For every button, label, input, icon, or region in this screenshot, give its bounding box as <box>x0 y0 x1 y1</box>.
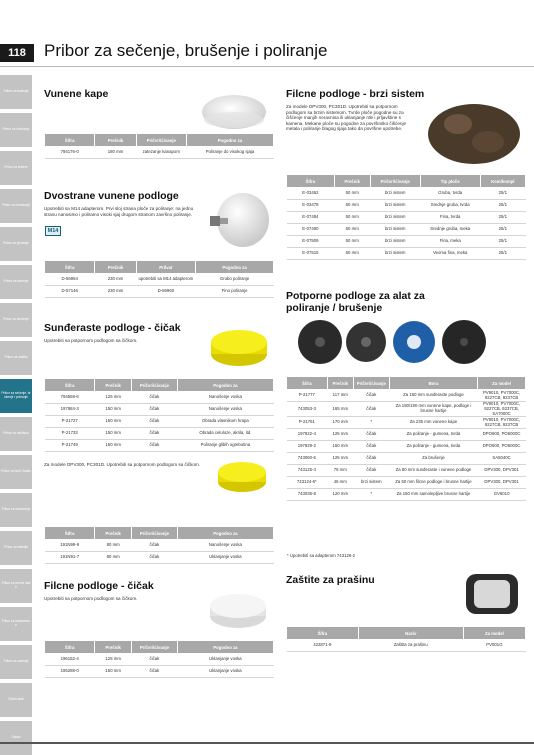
table-cell: Gruba, tvrda <box>420 188 480 200</box>
table-cell: 25/1 <box>480 224 525 236</box>
table-row <box>287 236 526 248</box>
table-cell: 125 mm <box>327 429 353 441</box>
sidebar-tab-label: Pribor za zavrtnje <box>3 659 29 664</box>
table-cell: 794558-6 <box>45 392 95 404</box>
table-header-cell: Pričvršćivanje <box>353 377 389 390</box>
table-header-cell: Prečnik <box>327 377 353 390</box>
table-cell: 191N91-7 <box>45 552 95 564</box>
sidebar-tab-label: Pribor za sečenje, brušenje i poliranje <box>1 391 31 399</box>
brown-felt-pads-image <box>424 102 524 166</box>
filcne-cicak-table <box>44 640 274 678</box>
sidebar-tab-label: Pribor za bušenje <box>3 89 29 94</box>
table-cell: 197922-4 <box>287 429 328 441</box>
table-row <box>287 489 526 501</box>
table-cell: 125 mm <box>95 392 132 404</box>
section-dvostrane <box>44 190 194 217</box>
table-cell: 180 mm <box>95 147 136 159</box>
table-cell: čičak <box>353 441 389 453</box>
table-cell: DPV300, DPV301 <box>478 477 526 489</box>
sidebar-tab[interactable] <box>0 189 32 223</box>
section-title: Dvostrane vunene podloge <box>44 190 179 202</box>
sidebar-tab-label: Pribor za zaštitu <box>4 355 28 360</box>
sidebar-tab-label: Pribor za multitool <box>3 431 29 436</box>
table-row <box>287 212 526 224</box>
table-header-cell: Šifra <box>45 527 95 540</box>
table-cell: * <box>353 489 389 501</box>
section-potporne <box>286 290 526 314</box>
double-wool-pad-image <box>206 190 270 250</box>
table-cell: 50 mm <box>334 200 370 212</box>
table-cell: čičak <box>353 429 389 441</box>
table-cell: Fina, meka <box>420 236 480 248</box>
table-cell: 25/1 <box>480 236 525 248</box>
page-title: Pribor za sečenje, brušenje i poliranje <box>44 41 328 60</box>
table-cell: upotrebiti sa M14 adapterom <box>136 274 196 286</box>
table-cell: DPO600, PO6000C <box>478 429 526 441</box>
m14-badge: M14 <box>45 226 61 236</box>
sidebar-tab[interactable] <box>0 683 32 717</box>
table-cell: P-21761 <box>287 417 328 429</box>
table-header-cell: Za model <box>463 627 525 640</box>
table-cell: PV9010, PV7000C, 9227CB, 9237CB <box>478 390 526 402</box>
table-cell: 230 mm <box>95 274 136 286</box>
table-cell: PV9010, PV7000C, 9227CB, 9237CB <box>478 417 526 429</box>
table-row <box>287 429 526 441</box>
table-cell: 25/1 <box>480 188 525 200</box>
table-row <box>45 416 274 428</box>
table-cell: čičak <box>132 552 178 564</box>
table-header-cell: Pogodno za <box>186 134 273 147</box>
sidebar-tab-label: Pribor za glodanje <box>3 241 29 246</box>
table-cell: 197884-3 <box>45 404 95 416</box>
table-header-cell: Prečnik <box>334 175 370 188</box>
section-title-2: poliranje / brušenje <box>286 302 383 314</box>
table-cell: SA5040C <box>478 453 526 465</box>
table-row <box>287 477 526 489</box>
section-description: Upotrebiti sa potpornom podlogom sa čičkom. <box>44 338 138 343</box>
table-cell: 25/1 <box>480 248 525 260</box>
table-cell: 422871-9 <box>287 640 359 652</box>
sidebar-tab-label: Pribor za testere <box>4 165 28 170</box>
table-cell: brzi sistem <box>370 200 420 212</box>
table-header-cell: Šifra <box>287 627 359 640</box>
dust-guard-image <box>460 570 524 618</box>
section-filcne-cicak <box>44 580 204 602</box>
table-cell: Za 180/190 mm vunene kape, podloge i brusne hartije <box>389 402 477 417</box>
table-row <box>45 286 274 298</box>
table-header-cell: Šifra <box>45 134 95 147</box>
table-header-cell: Za model <box>478 377 526 390</box>
table-row <box>287 417 526 429</box>
table-cell: E-03478 <box>287 200 335 212</box>
sidebar-tab-label: Pribor za usisavanje <box>1 507 31 512</box>
section-title-1: Potporne podloge za alat za <box>286 290 425 302</box>
table-cell: 165 mm <box>327 402 353 417</box>
table-cell: 743053-3 <box>287 402 328 417</box>
header-divider <box>0 66 534 67</box>
table-cell: 743060-6 <box>287 453 328 465</box>
table-cell: Nanošenje voska <box>177 540 273 552</box>
table-header-cell: Šifra <box>45 641 95 654</box>
table-cell: brzi sistem <box>370 236 420 248</box>
sunderaste-small-note <box>44 462 204 468</box>
table-row <box>287 441 526 453</box>
table-row <box>287 390 526 402</box>
table-cell: Za 150 mm samolepljive brusne hartije <box>389 489 477 501</box>
table-header-cell: Šifra <box>287 377 328 390</box>
table-cell: * <box>353 417 389 429</box>
section-title: Filcne podloge - brzi sistem <box>286 88 425 100</box>
table-cell: 25/1 <box>480 212 525 224</box>
table-cell: čičak <box>353 402 389 417</box>
table-cell: Za poliranje - gumena, tvrda <box>389 429 477 441</box>
table-header-cell: Naziv <box>358 627 463 640</box>
table-row <box>45 147 274 159</box>
sidebar-tab[interactable] <box>0 493 32 527</box>
sidebar-tab-label: Pribor za rendisanje <box>1 203 31 208</box>
table-cell: Poliranje glibih ogrebotina <box>177 440 273 452</box>
table-header-row <box>45 527 274 540</box>
table-cell: 125 mm <box>95 654 132 666</box>
table-row <box>287 453 526 465</box>
sidebar-tab[interactable] <box>0 379 32 413</box>
table-cell: 743125-4 <box>287 465 328 477</box>
table-cell: 197929-2 <box>287 441 328 453</box>
sidebar-tab-label: Pribor za brušenje <box>3 317 29 322</box>
table-cell: P-21733 <box>45 428 95 440</box>
table-header-cell: Pogodno za <box>177 641 273 654</box>
table-cell: 150 mm <box>327 441 353 453</box>
table-row <box>45 274 274 286</box>
table-cell: D-57146 <box>45 286 95 298</box>
sidebar-tab[interactable] <box>0 75 32 109</box>
table-cell: Za 80 mm sunđeraste i vunene podloge <box>389 465 477 477</box>
table-header-row <box>45 134 274 147</box>
table-cell: D-56954 <box>45 274 95 286</box>
sidebar-tab[interactable] <box>0 151 32 185</box>
table-cell: čičak <box>132 440 178 452</box>
table-cell: čičak <box>132 654 178 666</box>
table-cell: Grubo poliranje <box>196 274 274 286</box>
felt-pad-image <box>206 586 270 632</box>
table-header-cell: Kom/kompl <box>480 175 525 188</box>
sidebar-tab-label: Ručni alati <box>8 697 24 702</box>
table-cell: 50 mm <box>334 212 370 224</box>
table-header-cell: Prečnik <box>95 527 132 540</box>
table-header-row <box>45 261 274 274</box>
table-cell: 150 mm <box>95 428 132 440</box>
table-header-cell: Šifra <box>287 175 335 188</box>
footer-divider <box>0 742 534 744</box>
sidebar-tab[interactable] <box>0 531 32 565</box>
sidebar-tab[interactable] <box>0 113 32 147</box>
table-cell: Uklanjanje voska <box>177 666 273 678</box>
table-row <box>45 440 274 452</box>
table-cell: 196152-4 <box>45 654 95 666</box>
sidebar-tab[interactable] <box>0 721 32 755</box>
table-cell: E-03462 <box>287 188 335 200</box>
table-cell: čičak <box>132 540 178 552</box>
table-cell: 743124-6* <box>287 477 328 489</box>
sidebar-tab[interactable] <box>0 645 32 679</box>
vunene-kape-table <box>44 133 274 159</box>
table-header-cell: Pričvršćivanje <box>132 641 178 654</box>
table-cell: Uklanjanje voska <box>177 654 273 666</box>
table-header-cell: Prečnik <box>95 261 136 274</box>
filcne-brzi-table <box>286 174 526 260</box>
section-vunene-kape <box>44 88 108 100</box>
table-header-cell: Prilvat <box>136 261 196 274</box>
sidebar-tab-label: Pribor za baterije <box>3 545 29 550</box>
table-header-cell: Tip ploče <box>420 175 480 188</box>
table-header-cell: Prečnik <box>95 641 132 654</box>
table-cell: 125 mm <box>327 453 353 465</box>
table-header-row <box>45 641 274 654</box>
table-cell: P-21749 <box>45 440 95 452</box>
filcne-brzi-desc-wrap <box>286 104 414 132</box>
potporne-footnote: * Upotrebiti sa adapterom 743126-2 <box>287 553 356 558</box>
table-header-cell: Pričvršćivanje <box>136 134 186 147</box>
table-cell: Obrada celuloze, akrila, itd. <box>177 428 273 440</box>
table-header-row <box>287 175 526 188</box>
table-cell: 150 mm <box>95 416 132 428</box>
table-header-cell: Šifra <box>45 379 95 392</box>
page-number: 118 <box>0 44 34 62</box>
sidebar-tab[interactable] <box>0 569 32 603</box>
table-header-cell: Pogodno za <box>177 527 273 540</box>
table-cell: PV001G <box>463 640 525 652</box>
sidebar-tab-label: Pribor za sečenje <box>3 279 29 284</box>
table-cell: 191N99-9 <box>45 540 95 552</box>
table-cell: Zaštita za prašinu <box>358 640 463 652</box>
table-cell: DPO600, PO6000C <box>478 441 526 453</box>
table-cell: 50 mm <box>334 188 370 200</box>
section-title: Sunđeraste podloge - čičak <box>44 322 181 334</box>
table-cell: Fino poliranje <box>196 286 274 298</box>
wool-bonnet-image <box>200 90 268 130</box>
table-cell: Za brušenje <box>389 453 477 465</box>
table-cell: 117 mm <box>327 390 353 402</box>
table-header-cell: Pričvršćivanje <box>132 527 178 540</box>
table-cell: Srednje gruba, tvrda <box>420 200 480 212</box>
table-cell: Veoma fina, meka <box>420 248 480 260</box>
sidebar-tab[interactable] <box>0 417 32 451</box>
table-row <box>287 224 526 236</box>
table-cell: čičak <box>132 404 178 416</box>
sidebar-tab-label: Pribor za odvrtanje <box>2 127 30 132</box>
table-cell: 120 mm <box>327 489 353 501</box>
sidebar-tab[interactable] <box>0 341 32 375</box>
table-row <box>287 248 526 260</box>
table-header-cell: Bora <box>389 377 477 390</box>
table-cell: čičak <box>132 666 178 678</box>
table-cell: brzi sistem <box>370 248 420 260</box>
table-row <box>45 428 274 440</box>
table-cell: 150 mm <box>95 666 132 678</box>
dvostrane-table <box>44 260 274 298</box>
table-row <box>287 188 526 200</box>
table-cell: 80 mm <box>95 552 132 564</box>
table-cell: brzi sistem <box>370 224 420 236</box>
table-cell: 75 mm <box>327 465 353 477</box>
sidebar-tab-label: Pribor za kompresore <box>1 619 31 627</box>
table-cell: brzi sistem <box>370 188 420 200</box>
table-cell: 230 mm <box>95 286 136 298</box>
table-header-cell: Prečnik <box>95 379 132 392</box>
table-cell: 195288-0 <box>45 666 95 678</box>
section-filcne-brzi <box>286 88 526 100</box>
table-header-row <box>287 627 526 640</box>
table-header-cell: Prečnik <box>95 134 136 147</box>
table-cell: P-21727 <box>45 416 95 428</box>
table-header-cell: Pričvršćivanje <box>370 175 420 188</box>
table-cell: 170 mm <box>327 417 353 429</box>
section-zastita <box>286 574 436 586</box>
table-row <box>45 654 274 666</box>
table-cell: DPV300, DPV301 <box>478 465 526 477</box>
sidebar-tab-label: Pribor za hobi i baštu <box>1 469 31 474</box>
section-description: Upotrebiti sa potpornom podlogom sa čičkom. <box>44 596 138 601</box>
table-cell: P-21777 <box>287 390 328 402</box>
table-cell: čičak <box>353 390 389 402</box>
table-cell: 150 mm <box>95 404 132 416</box>
table-cell: 743035-8 <box>287 489 328 501</box>
category-sidebar <box>0 75 32 755</box>
table-row <box>287 640 526 652</box>
table-cell: 150 mm <box>95 440 132 452</box>
section-sunderaste <box>44 322 204 344</box>
table-header-row <box>287 377 526 390</box>
table-row <box>287 200 526 212</box>
yellow-sponge-small-image <box>214 456 270 496</box>
table-cell: čičak <box>132 428 178 440</box>
table-cell: Za 150 mm sunđeraste podloge <box>389 390 477 402</box>
table-row <box>45 666 274 678</box>
table-cell: Srednje gruba, meka <box>420 224 480 236</box>
table-cell: E-07490 <box>287 224 335 236</box>
sidebar-tab[interactable] <box>0 227 32 261</box>
table-cell: 25/1 <box>480 200 525 212</box>
section-description: Upotrebiti sa M14 adapterom. Prvi sloj strana ploče za poliranje; na jednu stranu nanosimo i poliramo visoki sjaj drugom stranom završno poliranje. <box>44 206 194 217</box>
table-cell: Uklanjanje voska <box>177 552 273 564</box>
sidebar-tab[interactable] <box>0 265 32 299</box>
table-header-row <box>45 379 274 392</box>
table-cell: E-07515 <box>287 248 335 260</box>
section-title: Vunene kape <box>44 88 109 100</box>
sidebar-tab-label: Pribor za merne alate <box>1 581 31 589</box>
table-cell: 50 mm <box>334 248 370 260</box>
sidebar-tab[interactable] <box>0 607 32 641</box>
table-cell: 80 mm <box>95 540 132 552</box>
zastita-table <box>286 626 526 652</box>
table-row <box>45 392 274 404</box>
table-header-cell: Pogodno za <box>196 261 274 274</box>
table-cell: čičak <box>353 465 389 477</box>
table-cell: E-07484 <box>287 212 335 224</box>
table-cell: E-07509 <box>287 236 335 248</box>
yellow-sponge-pad-image <box>208 326 270 370</box>
table-cell: Nanošenje voska <box>177 392 273 404</box>
table-cell: 46 mm <box>327 477 353 489</box>
table-header-cell: Pričvršćivanje <box>132 379 178 392</box>
sidebar-tab[interactable] <box>0 455 32 489</box>
table-cell: Za 235 mm vunene kape <box>389 417 477 429</box>
table-cell: 50 mm <box>334 224 370 236</box>
table-row <box>45 404 274 416</box>
table-cell: PV9010, PV7000C, 9227CB, 9237CB, SA7000C <box>478 402 526 417</box>
table-cell: Fina, tvrda <box>420 212 480 224</box>
table-cell: Nanošenje voska <box>177 404 273 416</box>
section-title: Filcne podloge - čičak <box>44 580 154 592</box>
table-cell: Obrada vlasnikom hrapa <box>177 416 273 428</box>
table-cell: 50 mm <box>334 236 370 248</box>
table-cell: Za poliranje - gumena, tvrda <box>389 441 477 453</box>
table-row <box>45 552 274 564</box>
sunderaste-table <box>44 378 274 452</box>
table-row <box>45 540 274 552</box>
table-row <box>287 402 526 417</box>
potporne-table <box>286 376 526 501</box>
table-cell: GV6010 <box>478 489 526 501</box>
table-cell: čičak <box>353 453 389 465</box>
table-cell: D-56960 <box>136 286 196 298</box>
table-cell: čičak <box>132 392 178 404</box>
section-title: Zaštite za prašinu <box>286 574 375 586</box>
table-cell: Poliranje do visokog sjaja <box>186 147 273 159</box>
sidebar-tab-label: Ostalo <box>11 735 21 740</box>
section-description: Za modele DPV300, PC301D. Upotrebiti sa potpornom podlogom sa brzim sistemom. Tvrde ploče pogodne su za čišćenje manjih neravnina ili uklanjanje rđe i prljavštine s kamena. Mekane ploče su pogodne za površinsko čišćenje metala i poliranje blagog sjaja tako da površine upotrebe. <box>286 104 407 132</box>
table-cell: 794176-0 <box>45 147 95 159</box>
sunderaste-80-table <box>44 526 274 564</box>
table-cell: zatezanje kanapom <box>136 147 186 159</box>
table-row <box>287 465 526 477</box>
table-cell: brzi sistem <box>370 212 420 224</box>
table-cell: čičak <box>132 416 178 428</box>
backing-pads-image <box>286 318 526 366</box>
table-header-cell: Pogodno za <box>177 379 273 392</box>
table-header-cell: Šifra <box>45 261 95 274</box>
table-cell: Za 50 mm filcne podloge i brusne hartije <box>389 477 477 489</box>
section-description: Za modele DPV300, PC301D. Upotrebiti sa potpornom podlogom sa čičkom. <box>44 462 201 467</box>
table-cell: brzi sistem <box>353 477 389 489</box>
sidebar-tab[interactable] <box>0 303 32 337</box>
